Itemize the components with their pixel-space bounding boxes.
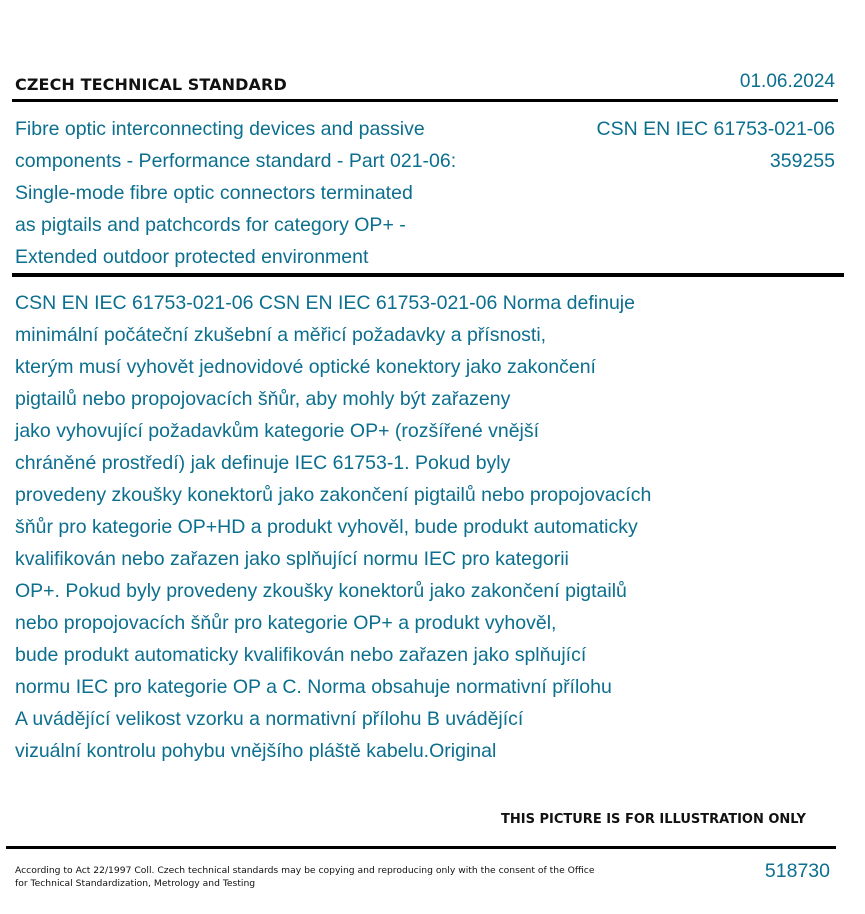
description-line: bude produkt automaticky kvalifikován nebo zařazen jako splňující	[15, 644, 587, 666]
description-line: minimální počáteční zkušební a měřicí požadavky a přísnosti,	[15, 324, 547, 346]
standard-number: CSN EN IEC 61753-021-06	[596, 118, 835, 140]
header-divider	[12, 99, 838, 102]
standard-code: 359255	[769, 150, 835, 172]
illustration-note: THIS PICTURE IS FOR ILLUSTRATION ONLY	[501, 812, 806, 827]
title-line: Single-mode fibre optic connectors terminated	[15, 182, 413, 204]
title-line: Extended outdoor protected environment	[15, 246, 369, 268]
description-line: normu IEC pro kategorie OP a C. Norma obsahuje normativní přílohu	[15, 676, 612, 698]
description-line: CSN EN IEC 61753-021-06 CSN EN IEC 61753-021-06 Norma definuje	[15, 292, 635, 314]
description-line: nebo propojovacích šňůr pro kategorie OP+ a produkt vyhověl,	[15, 612, 557, 634]
description-line: OP+. Pokud byly provedeny zkoušky konektorů jako zakončení pigtailů	[15, 580, 627, 602]
header-date: 01.06.2024	[739, 71, 835, 92]
description-line: kvalifikován nebo zařazen jako splňující normu IEC pro kategorii	[15, 548, 569, 570]
description-line: A uvádějící velikost vzorku a normativní přílohu B uvádějící	[15, 708, 524, 730]
footer-divider	[6, 846, 836, 849]
description-line: chráněné prostředí) jak definuje IEC 61753-1. Pokud byly	[15, 452, 511, 474]
legal-line: for Technical Standardization, Metrology and Testing	[15, 878, 256, 889]
document-id: 518730	[764, 860, 830, 882]
description-line: pigtailů nebo propojovacích šňůr, aby mohly být zařazeny	[15, 388, 511, 410]
standard-title	[15, 113, 535, 273]
description-line: provedeny zkoušky konektorů jako zakončení pigtailů nebo propojovacích	[15, 484, 652, 506]
title-divider	[12, 273, 844, 277]
description-line: jako vyhovující požadavkům kategorie OP+ (rozšířené vnější	[15, 420, 540, 442]
legal-line: According to Act 22/1997 Coll. Czech technical standards may be copying and reproducing only with the consent of the Office	[15, 865, 595, 876]
title-line: Fibre optic interconnecting devices and passive	[15, 118, 425, 140]
description-line: kterým musí vyhovět jednovidové optické konektory jako zakončení	[15, 356, 596, 378]
standard-identifier	[597, 113, 835, 177]
description-body	[15, 287, 715, 767]
title-line: components - Performance standard - Part 021-06:	[15, 150, 457, 172]
description-line: vizuální kontrolu pohybu vnějšího pláště kabelu.Original	[15, 740, 497, 762]
header-label: CZECH TECHNICAL STANDARD	[15, 75, 287, 94]
description-line: šňůr pro kategorie OP+HD a produkt vyhověl, bude produkt automaticky	[15, 516, 638, 538]
legal-notice	[15, 864, 615, 890]
title-line: as pigtails and patchcords for category OP+ -	[15, 214, 406, 236]
